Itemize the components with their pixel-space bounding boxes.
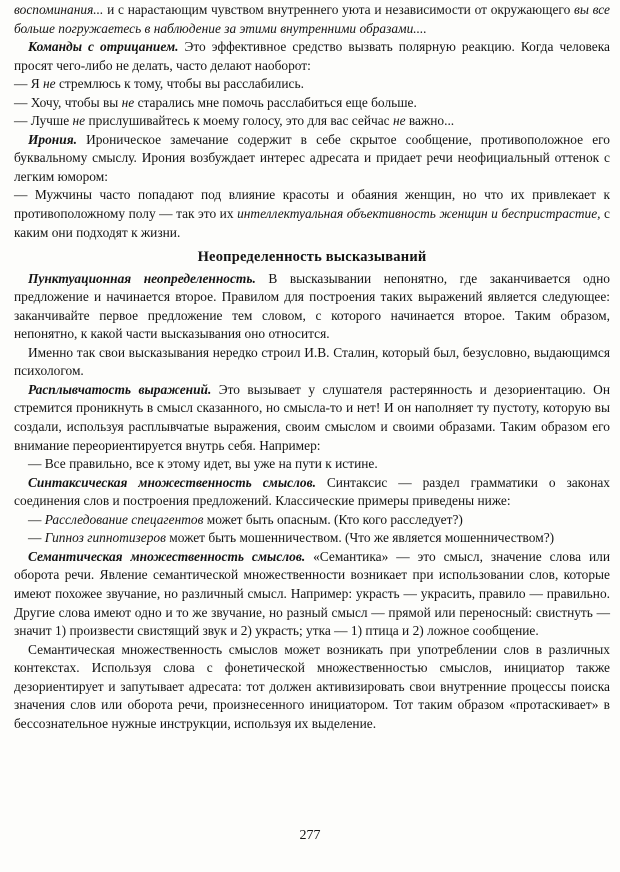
run-text: — Я — [14, 76, 44, 92]
run-italic: вы все больше погружаетесь в наблюдение за этими внутренними образами.... — [14, 2, 610, 36]
paragraph — [14, 131, 610, 187]
run-text: Это вызывает у слушателя растерянность и дезориентацию. Он стремится проникнуть в смысл сказанного, но смысла-то и нет! И он наполняет ту пустоту, которую вы создали, используя расплывчатые выражения, своим смыслом и своими образами. Таким образом его внимание переориентируется внутрь себя. Например: — [14, 381, 610, 453]
run-text: — — [28, 530, 45, 546]
section-heading — [14, 248, 610, 267]
run-text: старались мне помочь расслабиться еще больше. — [134, 94, 417, 110]
paragraph — [14, 1, 610, 38]
run-term: Ирония. — [28, 131, 77, 147]
run-text: — Все правильно, все к этому идет, вы уже на пути к истине. — [28, 456, 378, 472]
run-italic: не — [43, 76, 56, 92]
run-text: — Мужчины часто попадают под влияние красоты и обаяния женщин, но что их привлекает к противоположному полу — так это их — [14, 187, 610, 222]
run-term: Синтаксическая множественность смыслов. — [28, 474, 316, 490]
paragraph — [14, 529, 610, 548]
page-number: 277 — [299, 828, 321, 843]
paragraph — [14, 94, 610, 113]
run-text: стремлюсь к тому, чтобы вы расслабились. — [55, 76, 304, 92]
run-italic: воспоминания... — [14, 2, 104, 17]
run-text: — Хочу, чтобы вы — [14, 94, 122, 110]
run-text: может быть мошенничеством. (Что же является мошенничеством?) — [165, 530, 555, 546]
paragraph — [14, 455, 610, 474]
run-term: Расплывчатость выражений. — [28, 381, 212, 397]
paragraph — [14, 38, 610, 75]
run-term: Пунктуационная неопределенность. — [28, 270, 256, 286]
run-text: «Семантика» — это смысл, значение слова или оборота речи. Явление семантической множественности возникает при использовании слов, которые имеют похожее звучание, но различный смысл. Например: украсть — укрaсить, правило — правильно. Другие слова имеют одно и то же звучание, но разный смысл — прямой или переносный: свистнуть — значит 1) произвести свистящий звук и 2) украсть; утка — 1) птица и 2) ложное сообщение. — [14, 548, 610, 639]
run-italic: не — [72, 113, 86, 129]
run-text: может быть опасным. (Кто кого расследует?) — [203, 511, 463, 527]
paragraph — [14, 344, 610, 381]
paragraph — [14, 75, 610, 94]
paragraph — [14, 548, 610, 641]
run-italic: интеллектуальная объективность женщин и беспристрастие, — [237, 206, 601, 222]
run-text: важно... — [405, 113, 455, 129]
run-text: и с нарастающим чувством внутреннего уюта и независимости от окружающего — [103, 2, 575, 17]
body-text — [14, 1, 610, 733]
run-italic: Расследование спецагентов — [44, 511, 204, 527]
run-term: Семантическая множественность смыслов. — [28, 548, 306, 564]
run-term: Команды с отрицанием. — [28, 39, 179, 55]
paragraph — [14, 474, 610, 511]
run-text: Ироническое замечание содержит в себе скрытое сообщение, противоположное его буквальному смыслу. Ирония возбуждает интерес адресата и придает речи неофициальный оттенок с легким юмором: — [14, 131, 610, 184]
run-text: Неопределенность высказываний — [197, 249, 427, 266]
run-text: прислушивайтесь к моему голосу, это для вас сейчас — [85, 113, 393, 129]
paragraph — [14, 112, 610, 131]
paragraph — [14, 270, 610, 344]
run-text: В высказывании непонятно, где заканчивается одно предложение и начинается второе. Правилом для построения таких выражений является следующее: заканчивайте первое предложение тем словом, с которого начинается второе. Таким образом, непонятно, к какой части высказывания оно относится. — [14, 270, 610, 342]
run-italic: Гипноз гипнотизеров — [44, 530, 166, 546]
paragraph — [14, 641, 610, 734]
run-italic: не — [121, 94, 135, 110]
run-text: Синтаксис — раздел грамматики о законах соединения слов и построения предложений. Классические примеры приведены ниже: — [14, 474, 610, 509]
paragraph — [14, 381, 610, 455]
paragraph — [14, 186, 610, 242]
run-text: Семантическая множественность смыслов может возникать при употреблении слов в различных контекстах. Используя слова с фонетической множественностью смыслов, инициатор также дезориентирует и запутывает адресата: тот должен активизировать свои внутренние процессы поиска значения слов или оборота речи, произнесенного инициатором. Тот таким образом «протаскивает» в бессознательное нужные инструкции, используя их выделение. — [14, 641, 610, 731]
run-text: Это эффективное средство вызвать полярную реакцию. Когда человека просят чего-либо не делать, часто делают наоборот: — [14, 39, 610, 73]
run-text: с каким они подходят к жизни. — [14, 206, 610, 240]
run-text: — — [28, 511, 45, 527]
run-italic: не — [392, 113, 406, 129]
paragraph — [14, 511, 610, 530]
run-text: — Лучше — [14, 113, 73, 129]
run-text: Именно так свои высказывания нередко строил И.В. Сталин, который был, безусловно, выдающимся психологом. — [14, 344, 610, 379]
